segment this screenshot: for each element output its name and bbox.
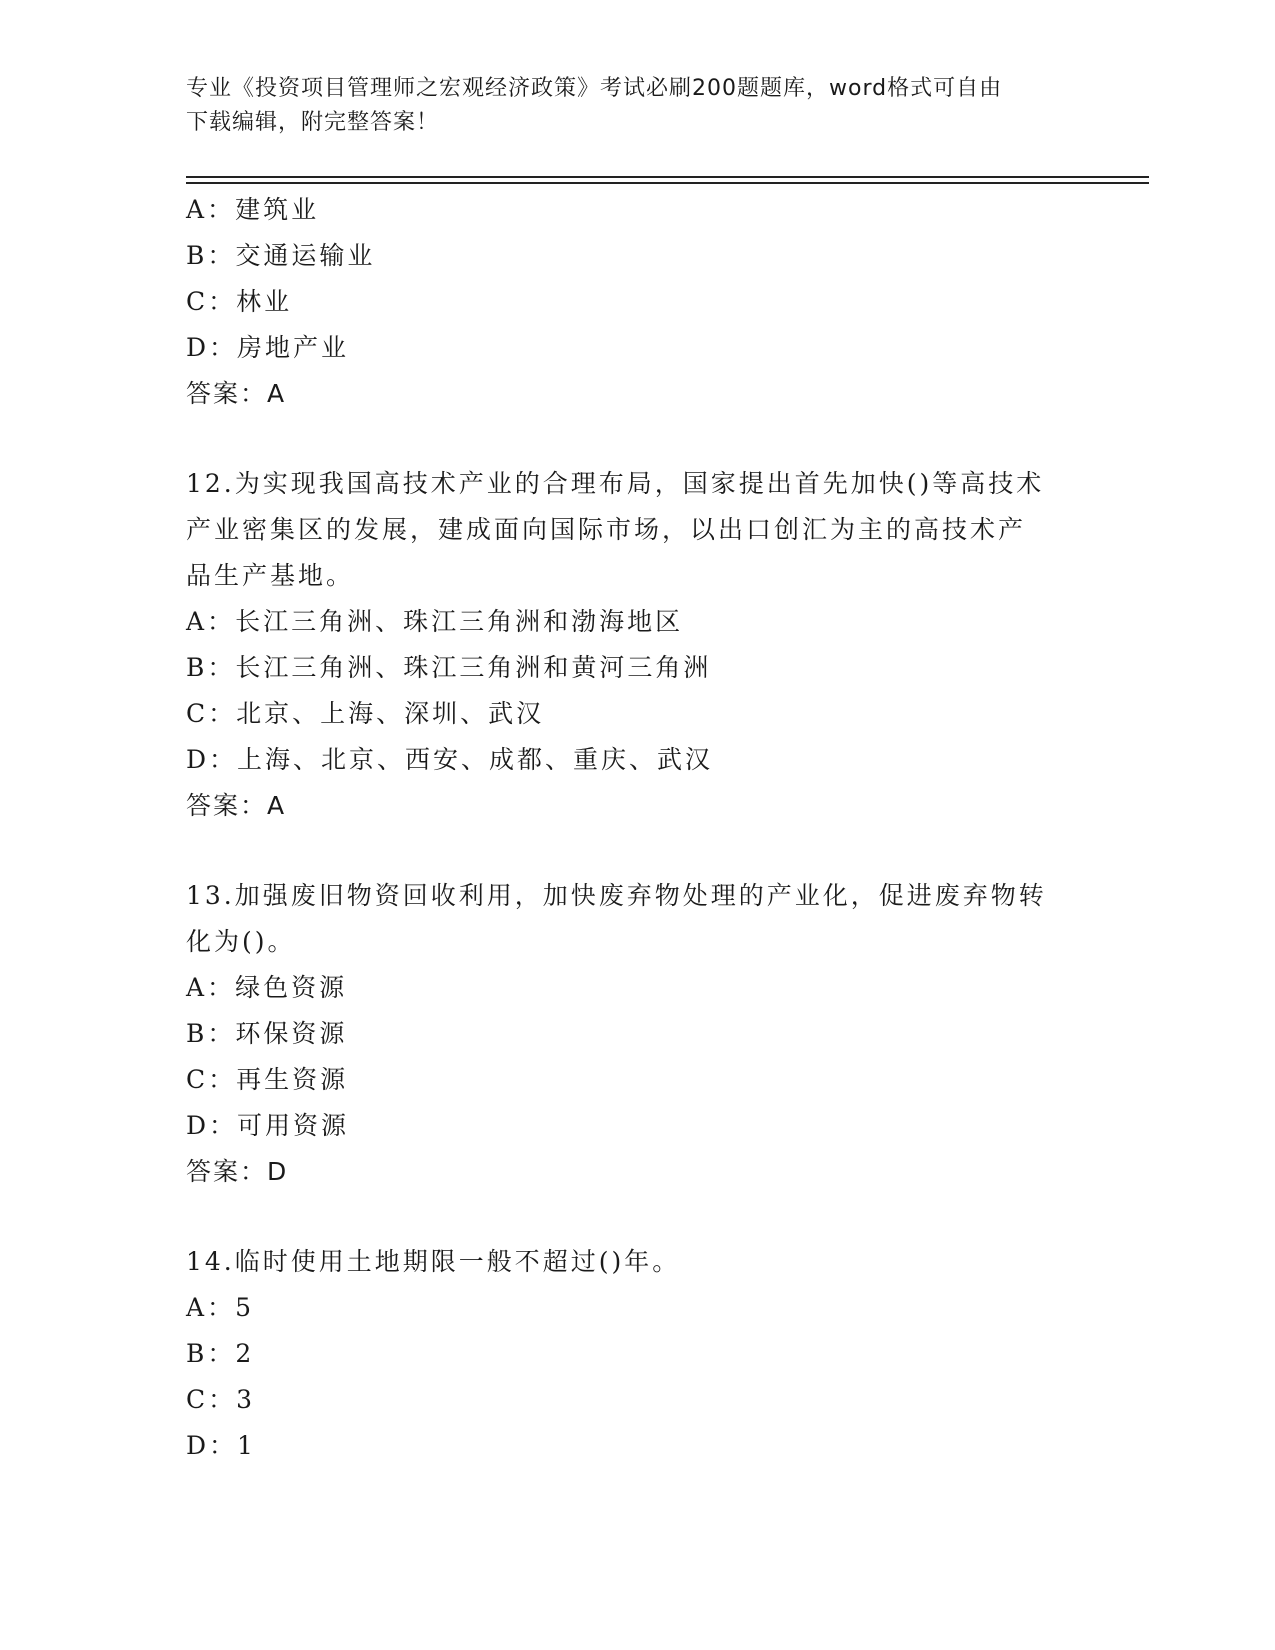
question-block-12 <box>186 461 1086 829</box>
question-block-14 <box>186 1239 1086 1469</box>
document-header <box>186 72 1066 140</box>
question-stem <box>186 461 1066 599</box>
option-c: C：林业 <box>186 287 293 316</box>
header-rule-bottom <box>186 182 1149 184</box>
stem-line: 化为()。 <box>186 927 296 956</box>
option-a: A：5 <box>186 1293 254 1322</box>
option-b: B：2 <box>186 1339 255 1368</box>
header-line-2: 下载编辑，附完整答案！ <box>186 110 440 135</box>
option-d: D：上海、北京、西安、成都、重庆、武汉 <box>186 745 714 774</box>
answer-line: 答案：A <box>186 379 287 408</box>
stem-line: 12.为实现我国高技术产业的合理布局，国家提出首先加快()等高技术 <box>186 469 1045 498</box>
option-b: B：长江三角洲、珠江三角洲和黄河三角洲 <box>186 653 712 682</box>
stem-line: 13.加强废旧物资回收利用，加快废弃物处理的产业化，促进废弃物转 <box>186 881 1047 910</box>
question-block-11 <box>186 187 1086 417</box>
header-rule-top <box>186 176 1149 178</box>
stem-line: 产业密集区的发展，建成面向国际市场，以出口创汇为主的高技术产 <box>186 515 1027 544</box>
stem-line: 14.临时使用土地期限一般不超过()年。 <box>186 1247 681 1276</box>
option-b: B：环保资源 <box>186 1019 348 1048</box>
option-a: A：长江三角洲、珠江三角洲和渤海地区 <box>186 607 684 636</box>
option-b: B：交通运输业 <box>186 241 376 270</box>
option-a: A：绿色资源 <box>186 973 348 1002</box>
option-c: C：北京、上海、深圳、武汉 <box>186 699 545 728</box>
option-c: C：3 <box>186 1385 256 1414</box>
option-c: C：再生资源 <box>186 1065 349 1094</box>
answer-line: 答案：D <box>186 1157 289 1186</box>
option-d: D：可用资源 <box>186 1111 350 1140</box>
option-d: D：1 <box>186 1431 256 1460</box>
header-line-1: 专业《投资项目管理师之宏观经济政策》考试必刷200题题库，word格式可自由 <box>186 76 1003 101</box>
question-block-13 <box>186 873 1086 1195</box>
option-a: A：建筑业 <box>186 195 320 224</box>
question-stem <box>186 873 1066 965</box>
answer-line: 答案：A <box>186 791 287 820</box>
question-stem <box>186 1239 1066 1285</box>
stem-line: 品生产基地。 <box>186 561 355 590</box>
question-list <box>186 187 1086 1469</box>
option-d: D：房地产业 <box>186 333 350 362</box>
